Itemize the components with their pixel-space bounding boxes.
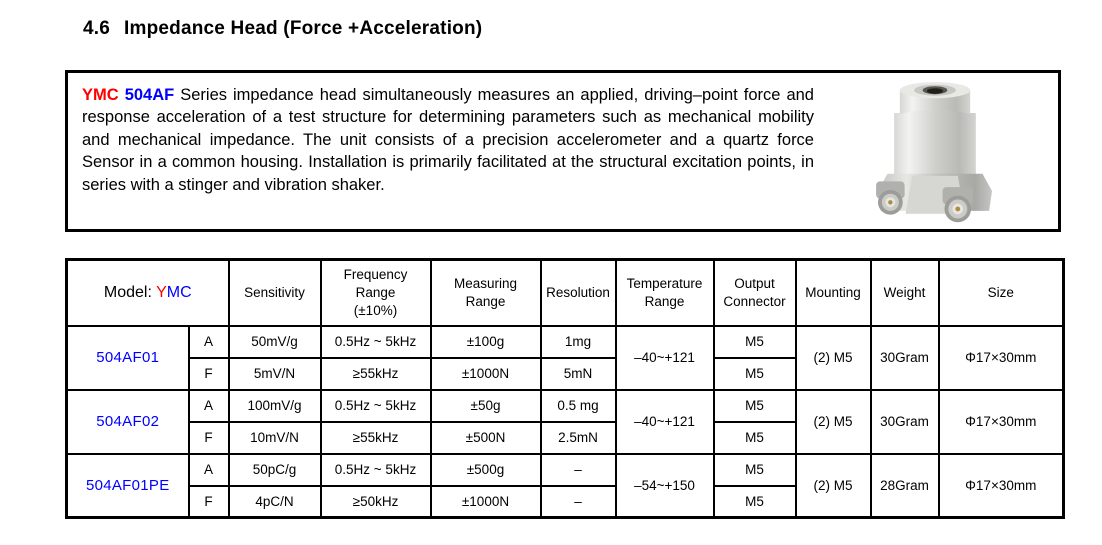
- spec-cell-type: A: [189, 454, 229, 486]
- spec-cell-weight: 28Gram: [871, 454, 939, 518]
- spec-cell-connector: M5: [714, 326, 796, 358]
- spec-cell-type: F: [189, 422, 229, 454]
- spec-cell-frequency: ≥55kHz: [321, 422, 431, 454]
- brand-name: YMC: [82, 86, 119, 104]
- spec-cell-measuring: ±1000N: [431, 486, 541, 518]
- spec-cell-measuring: ±500N: [431, 422, 541, 454]
- spec-cell-size: Φ17×30mm: [939, 390, 1064, 454]
- model-brand-red: Y: [156, 283, 167, 301]
- spec-cell-temperature: –54~+150: [616, 454, 714, 518]
- spec-cell-connector: M5: [714, 486, 796, 518]
- spec-cell-type: A: [189, 326, 229, 358]
- spec-cell-sensitivity: 4pC/N: [229, 486, 321, 518]
- spec-cell-resolution: 1mg: [541, 326, 616, 358]
- impedance-head-photo-icon: [840, 75, 1030, 227]
- model-cell: 504AF01PE: [67, 454, 189, 518]
- section-title: Impedance Head (Force +Acceleration): [124, 18, 483, 39]
- section-number: 4.6: [83, 18, 111, 39]
- spec-cell-mounting: (2) M5: [796, 454, 871, 518]
- col-mounting: Mounting: [796, 260, 871, 326]
- spec-cell-measuring: ±100g: [431, 326, 541, 358]
- spec-cell-sensitivity: 50mV/g: [229, 326, 321, 358]
- spec-cell-resolution: 0.5 mg: [541, 390, 616, 422]
- spec-cell-measuring: ±500g: [431, 454, 541, 486]
- spec-cell-mounting: (2) M5: [796, 390, 871, 454]
- col-weight: Weight: [871, 260, 939, 326]
- spec-cell-connector: M5: [714, 422, 796, 454]
- table-row: [67, 326, 1064, 358]
- col-measuring-range: Measuring Range: [431, 260, 541, 326]
- spec-table: [65, 258, 1065, 519]
- spec-cell-type: F: [189, 358, 229, 390]
- spec-cell-frequency: 0.5Hz ~ 5kHz: [321, 454, 431, 486]
- spec-cell-frequency: 0.5Hz ~ 5kHz: [321, 326, 431, 358]
- spec-cell-temperature: –40~+121: [616, 326, 714, 390]
- spec-cell-measuring: ±1000N: [431, 358, 541, 390]
- spec-cell-resolution: –: [541, 486, 616, 518]
- spec-cell-temperature: –40~+121: [616, 390, 714, 454]
- spec-cell-type: F: [189, 486, 229, 518]
- spec-cell-connector: M5: [714, 454, 796, 486]
- section-heading: [83, 18, 482, 40]
- col-size: Size: [939, 260, 1064, 326]
- spec-cell-size: Φ17×30mm: [939, 326, 1064, 390]
- spec-cell-type: A: [189, 390, 229, 422]
- model-label: Model:: [103, 283, 152, 301]
- description-box: [65, 70, 1061, 232]
- spec-cell-resolution: 5mN: [541, 358, 616, 390]
- model-brand-blue: MC: [166, 283, 192, 301]
- spec-cell-measuring: ±50g: [431, 390, 541, 422]
- col-output-connector: Output Connector: [714, 260, 796, 326]
- spec-cell-frequency: 0.5Hz ~ 5kHz: [321, 390, 431, 422]
- spec-cell-resolution: 2.5mN: [541, 422, 616, 454]
- table-row: [67, 454, 1064, 486]
- spec-cell-sensitivity: 50pC/g: [229, 454, 321, 486]
- description-body: Series impedance head simultaneously measures an applied, driving–point force and response acceleration of a test structure for determining parameters such as mechanical mobility and mechanical impedance. The unit consists of a precision accelerometer and a quartz force Sensor in a common housing. Installation is primarily facilitated at the structural excitation points, in series with a stinger and vibration shaker.: [82, 86, 814, 194]
- spec-cell-sensitivity: 100mV/g: [229, 390, 321, 422]
- col-temperature-range: Temperature Range: [616, 260, 714, 326]
- header-row: [67, 260, 1064, 326]
- table-row: [67, 390, 1064, 422]
- series-name: 504AF: [124, 86, 175, 104]
- col-model: [67, 260, 229, 326]
- spec-cell-connector: M5: [714, 358, 796, 390]
- spec-cell-sensitivity: 10mV/N: [229, 422, 321, 454]
- spec-cell-frequency: ≥50kHz: [321, 486, 431, 518]
- spec-cell-weight: 30Gram: [871, 390, 939, 454]
- col-sensitivity: Sensitivity: [229, 260, 321, 326]
- description-paragraph: [68, 73, 820, 229]
- product-photo: [820, 73, 1058, 229]
- spec-cell-connector: M5: [714, 390, 796, 422]
- model-cell: 504AF01: [67, 326, 189, 390]
- spec-cell-sensitivity: 5mV/N: [229, 358, 321, 390]
- spec-cell-resolution: –: [541, 454, 616, 486]
- col-frequency-range: Frequency Range (±10%): [321, 260, 431, 326]
- col-resolution: Resolution: [541, 260, 616, 326]
- model-cell: 504AF02: [67, 390, 189, 454]
- spec-cell-weight: 30Gram: [871, 326, 939, 390]
- spec-cell-size: Φ17×30mm: [939, 454, 1064, 518]
- spec-cell-mounting: (2) M5: [796, 326, 871, 390]
- spec-cell-frequency: ≥55kHz: [321, 358, 431, 390]
